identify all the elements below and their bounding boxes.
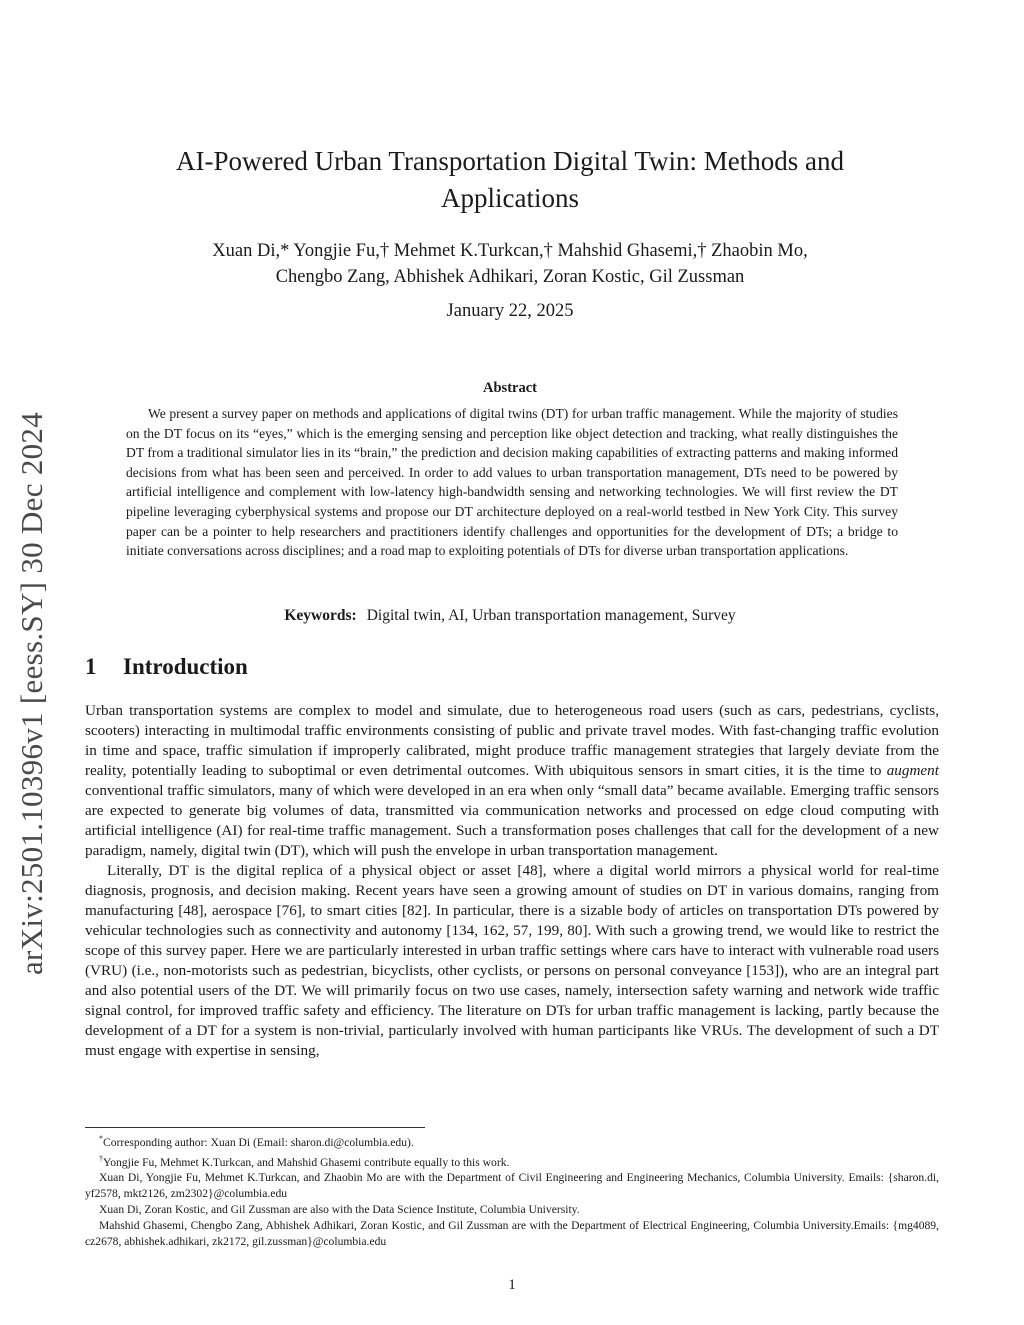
keywords (110, 607, 910, 625)
page-number: 1 (508, 1277, 516, 1293)
footnote (85, 1151, 939, 1171)
footnote (85, 1218, 939, 1250)
abstract-text: We present a survey paper on methods and applications of digital twins (DT) for urban traffic management. While the majority of studies on the DT focus on its “eyes,” which is the emerging sensing and perception like object detection and tracking, what really distinguishes the DT from a traditional simulator lies in its “brain,” the prediction and decision making capabilities of extracting patterns and making informed decisions from what has been seen and perceived. In order to add values to urban transportation management, DTs need to be powered by artificial intelligence and complement with low-latency high-bandwidth sensing and networking technologies. We will first review the DT pipeline leveraging cyberphysical systems and propose our DT architecture deployed on a real-world testbed in New York City. This survey paper can be a pointer to help researchers and practitioners identify challenges and opportunities for the development of DTs; a bridge to initiate conversations across disciplines; and a road map to exploiting potentials of DTs for diverse urban transportation applications. (126, 406, 898, 559)
footnote-text: Xuan Di, Yongjie Fu, Mehmet K.Turkcan, and Zhaobin Mo are with the Department of Civil Engineering and Engineering Mechanics, Columbia University. Emails: {sharon.di, yf2578, mkt2126, zm2302}@columbia.edu (85, 1171, 939, 1201)
section-heading (85, 654, 248, 680)
author-line-2: Chengbo Zang, Abhishek Adhikari, Zoran Kostic, Gil Zussman (275, 267, 745, 287)
footnote (85, 1202, 939, 1218)
footnote (85, 1170, 939, 1202)
footnote-mark: † (99, 1153, 103, 1163)
paragraph-1-part-a: Urban transportation systems are complex to model and simulate, due to heterogeneous road users (such as cars, pedestrians, cyclists, scooters) interacting in multimodal traffic environments consisting of public and private travel modes. With fast-changing traffic evolution in time and space, traffic simulation if improperly calibrated, might produce traffic management strategies that largely deviate from the reality, potentially leading to suboptimal or even detrimental outcomes. With ubiquitous sensors in smart cities, it is the time to (85, 702, 939, 779)
arxiv-side-stamp: arXiv:2501.10396v1 [eess.SY] 30 Dec 2024 (14, 411, 49, 975)
paper-date: January 22, 2025 (446, 301, 574, 321)
section-title: Introduction (123, 654, 248, 679)
keywords-label: Keywords: (284, 607, 357, 624)
footnote-text: Xuan Di, Zoran Kostic, and Gil Zussman are also with the Data Science Institute, Columbia University. (99, 1202, 580, 1216)
section-number: 1 (85, 654, 97, 679)
footnote-mark: * (99, 1134, 103, 1143)
footnote (85, 1131, 939, 1151)
keywords-text: Digital twin, AI, Urban transportation management, Survey (366, 607, 736, 624)
author-line-1: Xuan Di,* Yongjie Fu,† Mehmet K.Turkcan,† Mahshid Ghasemi,† Zhaobin Mo, (212, 241, 808, 261)
abstract-heading: Abstract (483, 380, 537, 396)
footnotes (85, 1131, 939, 1249)
footnote-rule (85, 1127, 425, 1128)
paragraph-2: Literally, DT is the digital replica of a physical object or asset [48], where a digital world mirrors a physical world for real-time diagnosis, prognosis, and decision making. Recent years have seen a growing amount of studies on DT in various domains, ranging from manufacturing [48], aerospace [76], to smart cities [82]. In particular, there is a sizable body of articles on transportation DTs powered by vehicular technologies such as connectivity and autonomy [134, 162, 57, 199, 80]. With such a growing trend, we would like to restrict the scope of this survey paper. Here we are particularly interested in urban traffic settings where cars have to interact with vulnerable road users (VRU) (i.e., non-motorists such as pedestrian, bicyclists, other cyclists, or persons on personal conveyance [153]), who are an integral part and also potential users of the DT. We will primarily focus on two use cases, namely, intersection safety warning and network wide traffic signal control, for improved traffic safety and efficiency. The literature on DTs for urban traffic management is lacking, partly because the development of a DT for a system is non-trivial, particularly involved with human participants like VRUs. The development of such a DT must engage with expertise in sensing, (85, 862, 939, 1059)
author-list (130, 238, 890, 290)
paper-title: AI-Powered Urban Transportation Digital Twin: Methods and Applications (175, 146, 845, 213)
footnote-text: Yongjie Fu, Mehmet K.Turkcan, and Mahshid Ghasemi contribute equally to this work. (103, 1155, 510, 1169)
paragraph-1 (85, 701, 939, 861)
paragraph-1-emphasis: augment (886, 762, 939, 779)
footnote-text: Mahshid Ghasemi, Chengbo Zang, Abhishek Adhikari, Zoran Kostic, and Gil Zussman are with the Department of Electrical Engineering, Columbia University.Emails: {mg4089, cz2678, abhishek.adhikari, zk2172, gil.zussman}@columbia.edu (85, 1218, 939, 1248)
body-text (85, 701, 939, 1061)
footnote-text: Corresponding author: Xuan Di (Email: sharon.di@columbia.edu). (103, 1135, 414, 1149)
paragraph-1-part-b: conventional traffic simulators, many of which were developed in an era when only “small data” became available. Emerging traffic sensors are expected to generate big volumes of data, transmitted via communication networks and processed on edge cloud computing with artificial intelligence (AI) for real-time traffic management. Such a transformation poses challenges that call for the development of a new paradigm, namely, digital twin (DT), which will push the envelope in urban transportation management. (85, 782, 939, 859)
